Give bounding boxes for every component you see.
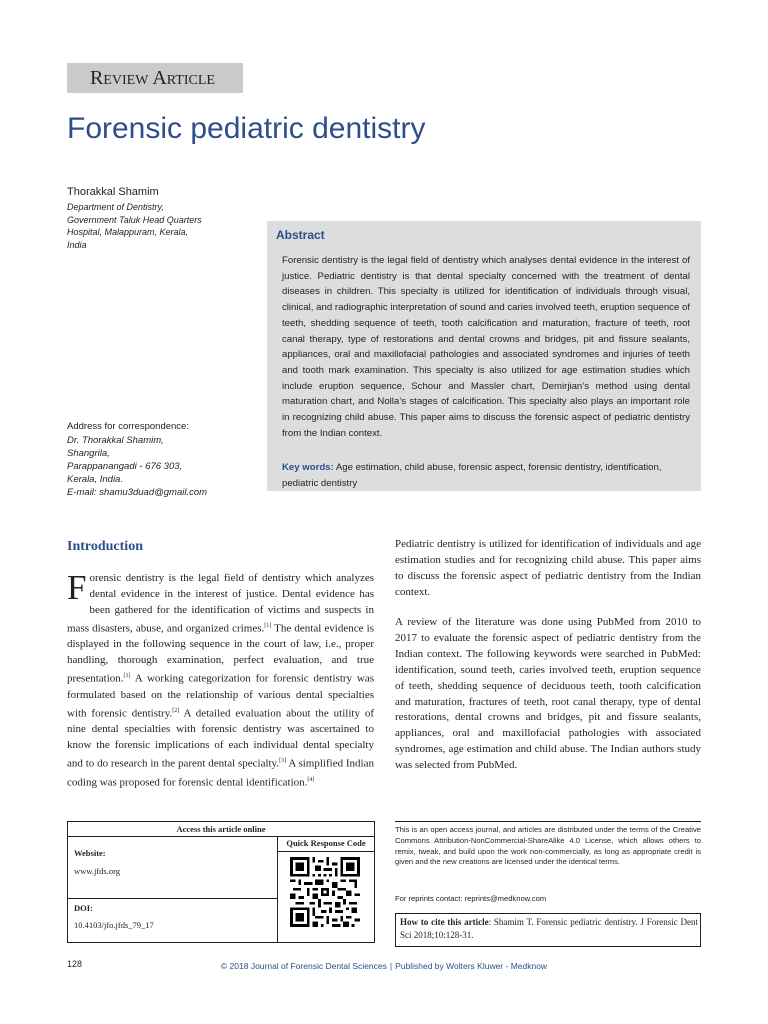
keywords <box>282 460 690 491</box>
introduction-paragraph-3: A review of the literature was done using PubMed from 2010 to 2017 to evaluate the forensic aspect of pediatric dentistry from the Indian context. The following keywords were searched in PubMed: identification, sound teeth, caries involved teeth, eruption sequence of teeth, shedding sequence of deciduous teeth, tooth calcification and maturation, fractures of teeth, root canal therapy, type of dental restorations, dental crowns and bridges, pit and fissure sealants, appliances, oral and maxillofacial pathologies with associated syndromes, age estimation and child abuse. The Indian authors study was selected from PubMed. <box>395 616 701 772</box>
doi-divider <box>68 898 277 899</box>
author-affiliation <box>67 201 247 251</box>
citation-label: How to cite this article <box>400 917 489 927</box>
correspondence-line: Parappanangadi - 676 303, <box>67 461 183 472</box>
doi-label: DOI: <box>74 903 93 913</box>
open-access-notice: This is an open access journal, and articles are distributed under the terms of the Creative Commons Attribution-NonCommercial-ShareAlike 4.0 License, which allows others to remix, tweak, and build upon the work non-commercially, as long as appropriate credit is given and the new creations are licensed under the identical terms. <box>395 825 701 867</box>
body-text: A simplified Indian coding was proposed for forensic dental identification. <box>67 757 374 789</box>
citation-ref[interactable]: [1] <box>264 622 272 629</box>
access-box-heading: Access this article online <box>68 822 374 837</box>
introduction-heading: Introduction <box>67 539 143 554</box>
affiliation-line: Hospital, Malappuram, Kerala, <box>67 227 189 237</box>
citation-ref[interactable]: [4] <box>307 776 315 783</box>
body-text: A detailed evaluation about the utility of nine dental specialties with forensic dentistry was ascertained to know the forensic implications of each individual dental specialty and to do research in the parent dental specialty. <box>67 707 374 770</box>
page-number: 128 <box>67 959 83 969</box>
citation-text <box>400 916 698 942</box>
website-label: Website: <box>74 848 106 858</box>
journal-footer <box>0 961 768 971</box>
correspondence-line: Kerala, India. <box>67 474 123 485</box>
footer-separator: | <box>389 961 393 971</box>
introduction-paragraph-1 <box>67 568 374 791</box>
author-name: Thorakkal Shamim <box>67 186 159 198</box>
introduction-paragraph-2: Pediatric dentistry is utilized for identification of individuals and age estimation studies and for recognizing child abuse. This paper aims to discuss the forensic aspect of pediatric dentistry from the Indian context. <box>395 538 701 598</box>
affiliation-line: India <box>67 239 87 250</box>
qr-code-heading: Quick Response Code <box>278 836 374 852</box>
body-text: The dental evidence is displayed in the following sequence in the court of law, i.e., proper handling, thorough examination, perfect evaluation, and true presentation. <box>67 622 374 685</box>
article-type-label: Review Article <box>90 67 215 89</box>
qr-code-icon[interactable] <box>290 857 360 927</box>
open-access-rule <box>395 821 701 822</box>
affiliation-line: Government Taluk Head Quarters <box>67 214 202 225</box>
keywords-list: Age estimation, child abuse, forensic aspect, forensic dentistry, identification, pediatric dentistry <box>282 462 662 489</box>
body-text: A working categorization for forensic dentistry was formulated based on the relationship of various dental specialties with forensic dentistry. <box>67 672 374 720</box>
citation-ref[interactable]: [1] <box>123 673 131 680</box>
body-text: orensic dentistry is the legal field of dentistry which analyzes dental evidence in the interest of justice. Dental evidence has been gathered for the identification of victims and suspects in mass disasters, abuse, and organized crimes. <box>67 572 374 635</box>
citation-ref[interactable]: [2] <box>172 707 180 714</box>
website-link[interactable]: www.jfds.org <box>74 866 121 876</box>
abstract-body: Forensic dentistry is the legal field of dentistry which analyses dental evidence in the interest of justice. Pediatric dentistry is that dental specialty concerned with the treatment of dental diseases in children. This specialty is utilized for identification of individuals through visual, clinical, and radiographic interpretation of sound and caries involved teeth, eruption sequence of teeth, shedding sequence of teeth, tooth calcification and maturation, fracture of teeth, root canal therapy, type of restorations and dental crowns and bridges, pit and fissure sealants, appliances, oral and maxillofacial pathologies and associated syndromes and injuries of teeth and tooth mark examination. This specialty is also utilized for age estimation studies which include eruption sequence, Schour and Massler chart, Demirjian’s method using dental maturation chart, and Nolla’s stages of calcification. This specialty also plays an important role in recognizing child abuse. This paper aims to discuss the forensic aspect of pediatric dentistry from the Indian context. <box>282 255 690 439</box>
affiliation-line: Department of Dentistry, <box>67 202 164 212</box>
footer-copyright: © 2018 Journal of Forensic Dental Sciences <box>220 961 387 971</box>
correspondence-line: Shangrila, <box>67 448 110 459</box>
correspondence-address <box>67 434 207 499</box>
article-title: Forensic pediatric dentistry <box>67 112 426 145</box>
correspondence-line: Dr. Thorakkal Shamim, <box>67 435 164 446</box>
keywords-label: Key words: <box>282 462 334 473</box>
citation-ref[interactable]: [3] <box>279 757 287 764</box>
reprints-contact: For reprints contact: reprints@medknow.com <box>395 894 547 903</box>
drop-cap: F <box>67 568 87 607</box>
footer-publisher: Published by Wolters Kluwer - Medknow <box>395 961 548 971</box>
citation-value: : Shamim T. Forensic pediatric dentistry. J Forensic Dent Sci 2018;10:128-31. <box>400 917 698 940</box>
correspondence-email: E-mail: shamu3duad@gmail.com <box>67 487 208 498</box>
doi-link[interactable]: 10.4103/jfo.jfds_79_17 <box>74 920 154 930</box>
correspondence-label: Address for correspondence: <box>67 421 189 432</box>
abstract-heading: Abstract <box>276 228 325 242</box>
